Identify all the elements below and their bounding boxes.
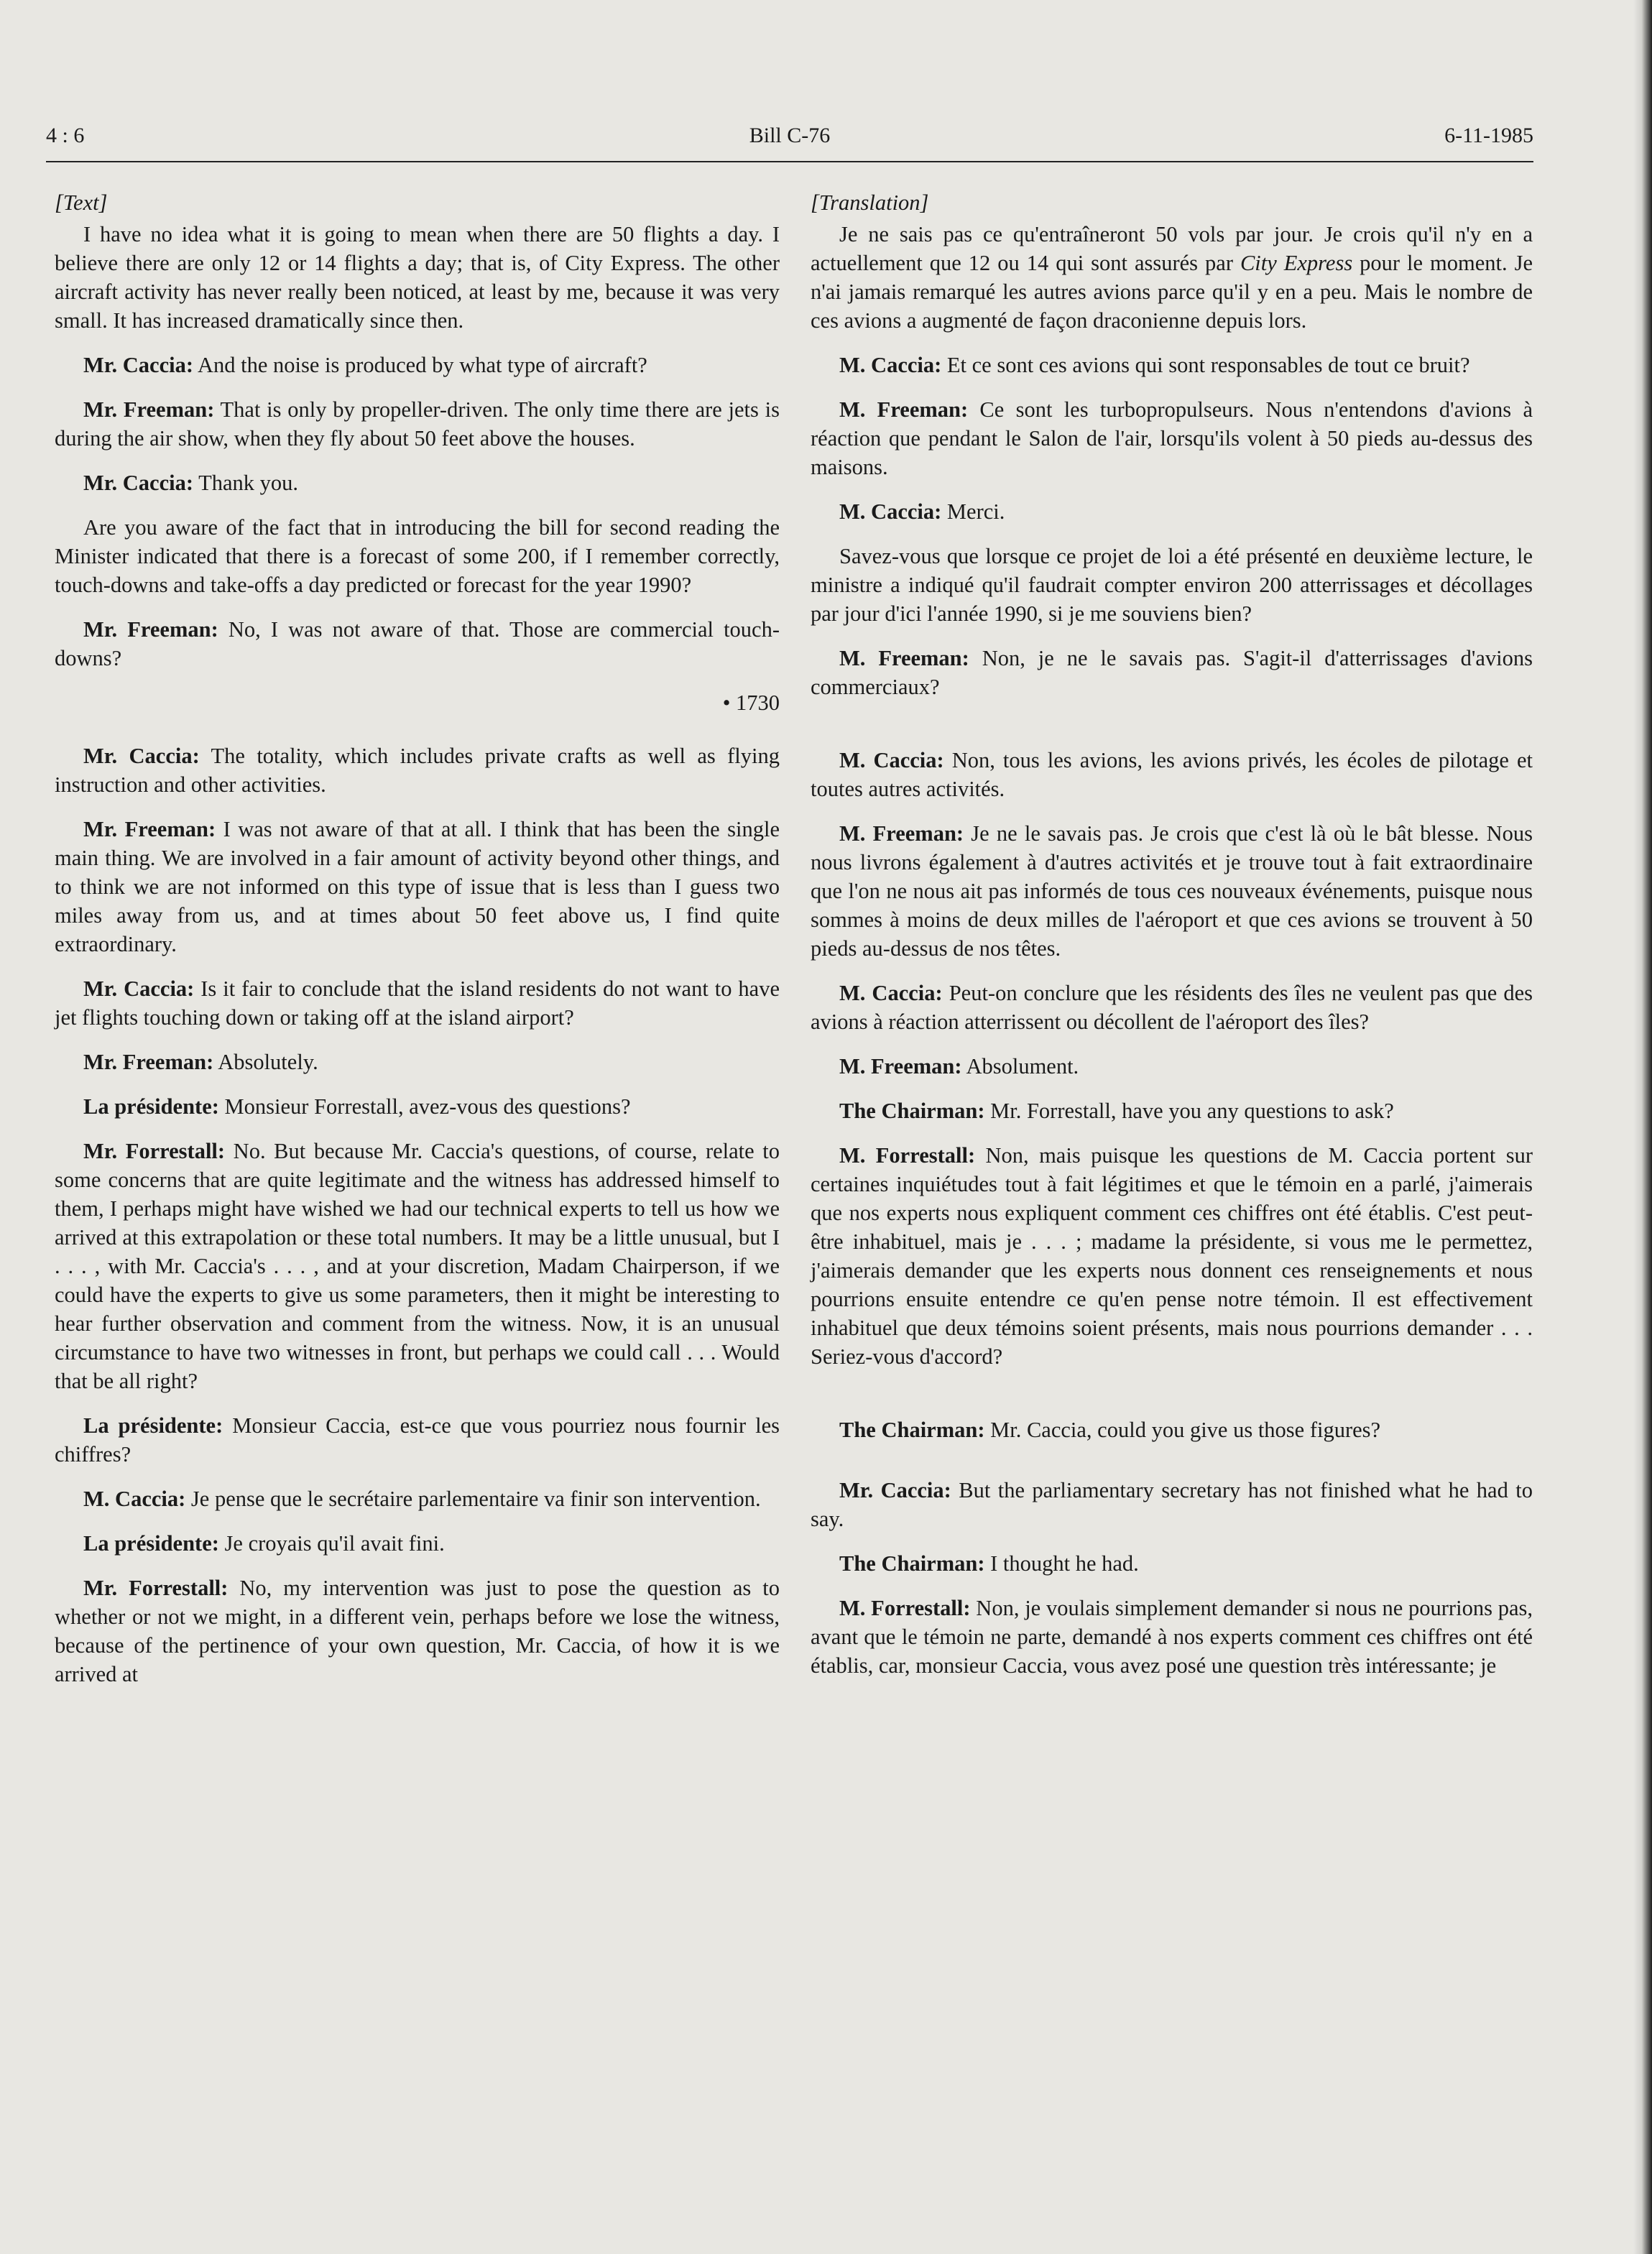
paragraph [811,1476,1533,1533]
paragraph [811,497,1533,526]
paragraph [55,395,780,453]
speaker-name: M. Caccia: [839,981,943,1005]
speech-text: Thank you. [193,471,299,495]
speech-text: Merci. [941,499,1005,524]
speech-text: Non, je ne le savais pas. S'agit-il d'atterrissages d'avions commerciaux? [811,646,1533,699]
paragraph [55,468,780,497]
paragraph [811,1141,1533,1371]
header-date: 6-11-1985 [1444,124,1533,147]
speech-text: Je ne sais pas ce qu'entraîneront 50 vols par jour. Je crois qu'il n'y en a actuellement que 12 ou 14 qui sont assurés par City Express pour le moment. Je n'ai jamais remarqué les autres avions parce qu'il y en a peu. Mais le nombre de ces avions a augmenté de façon draconienne depuis lors. [811,222,1533,333]
speaker-name: Mr. Caccia: [83,744,200,768]
paragraph [55,351,780,379]
paragraph [811,746,1533,803]
speaker-name: The Chairman: [839,1418,985,1442]
paragraph [55,1574,780,1689]
paragraph [55,974,780,1032]
speech-text: I thought he had. [984,1551,1139,1576]
header-rule [46,161,1533,162]
paragraph [55,220,780,335]
paragraph [811,819,1533,963]
speaker-name: M. Caccia: [839,499,942,524]
speaker-name: La présidente: [83,1531,219,1556]
paragraph [811,644,1533,701]
speech-text: Je pense que le secrétaire parlementaire va finir son intervention. [185,1487,761,1511]
paragraph [55,1137,780,1395]
speaker-name: M. Forrestall: [839,1596,971,1620]
paragraph [55,1484,780,1513]
speech-text: The totality, which includes private crafts as well as flying instruction and other activities. [55,744,780,797]
speaker-name: Mr. Freeman: [83,1050,214,1074]
paragraph [811,1052,1533,1081]
speaker-name: M. Freeman: [839,397,969,422]
paragraph [811,351,1533,379]
paragraph [55,1411,780,1469]
paragraph [55,742,780,799]
time-mark: • 1730 [722,690,780,715]
speaker-name: La présidente: [83,1413,223,1438]
speaker-name: M. Caccia: [839,353,942,377]
speaker-name: M. Freeman: [839,1054,962,1078]
speech-text: But the parliamentary secretary has not finished what he had to say. [811,1478,1533,1531]
speech-text: No, I was not aware of that. Those are commercial touch-downs? [55,617,780,670]
paragraph [811,1415,1533,1444]
speaker-name: Mr. Caccia: [83,976,195,1001]
speech-text: I was not aware of that at all. I think that has been the single main thing. We are involved in a fair amount of activity beyond other things, and to think we are not informed on this type of issue that is less than I guess two miles away from us, and at times about 50 feet above us, I find quite extraordinary. [55,817,780,956]
paragraph [55,1529,780,1558]
speech-text: Savez-vous que lorsque ce projet de loi a été présenté en deuxième lecture, le ministre a indiqué qu'il faudrait compter environ 200 atterrissages et décollages par jour d'ici l'année 1990, si je me souviens bien? [811,544,1533,626]
paragraph [55,1048,780,1076]
speech-text: Monsieur Forrestall, avez-vous des questions? [218,1094,631,1119]
binding-shadow [1633,0,1652,2254]
speaker-name: M. Caccia: [839,748,944,772]
speaker-name: Mr. Forrestall: [83,1139,226,1163]
page-number: 4 : 6 [46,124,85,147]
speech-text: Are you aware of the fact that in introducing the bill for second reading the Minister indicated that there is a forecast of some 200, if I remember correctly, touch-downs and take-offs a day predicted or forecast for the year 1990? [55,515,780,597]
section-tag: [Text] [55,190,108,215]
paragraph [55,513,780,599]
speaker-name: M. Forrestall: [839,1143,976,1168]
speech-text: Je croyais qu'il avait fini. [218,1531,445,1556]
speaker-name: Mr. Freeman: [83,617,218,642]
paragraph [811,542,1533,628]
right-column [811,188,1533,1696]
section-tag: [Translation] [811,190,929,215]
speech-text: Mr. Forrestall, have you any questions to ask? [984,1099,1394,1123]
speech-text: Ce sont les turbopropulseurs. Nous n'entendons d'avions à réaction que pendant le Salon de l'air, lorsqu'ils volent à 50 pieds au-dessus des maisons. [811,397,1533,479]
speech-text: Et ce sont ces avions qui sont responsables de tout ce bruit? [941,353,1470,377]
bill-title: Bill C-76 [749,124,831,147]
speech-text: Is it fair to conclude that the island residents do not want to have jet flights touching down or taking off at the island airport? [55,976,780,1030]
speech-text: I have no idea what it is going to mean when there are 50 flights a day. I believe there are only 12 or 14 flights a day; that is, of City Express. The other aircraft activity has never really been noticed, at least by me, because it was very small. It has increased dramatically since then. [55,222,780,333]
speaker-name: The Chairman: [839,1551,985,1576]
running-header [46,124,1533,160]
speaker-name: Mr. Caccia: [839,1478,951,1502]
paragraph [811,979,1533,1036]
speech-text: And the noise is produced by what type of aircraft? [193,353,647,377]
speaker-name: M. Freeman: [839,646,969,670]
speech-text: Mr. Caccia, could you give us those figures? [984,1418,1381,1442]
paragraph [811,220,1533,335]
left-column [55,188,780,1704]
speaker-name: La présidente: [83,1094,219,1119]
speaker-name: Mr. Caccia: [83,353,194,377]
paragraph [811,1594,1533,1680]
speech-text: Absolutely. [213,1050,318,1074]
speech-text: No. But because Mr. Caccia's questions, of course, relate to some concerns that are quite legitimate and the witness has addressed himself to them, I perhaps might have wished we had our technical experts to tell us how we arrived at this extrapolation or these total numbers. It may be a little unusual, but I . . . , with Mr. Caccia's . . . , and at your discretion, Madam Chairperson, if we could have the experts to give us some parameters, then it might be interesting to hear further observation and comment from the witness. Now, it is an unusual circumstance to have two witnesses in front, but perhaps we could call . . . Would that be all right? [55,1139,780,1393]
speaker-name: The Chairman: [839,1099,985,1123]
paragraph [811,1549,1533,1578]
speech-text: Monsieur Caccia, est-ce que vous pourriez nous fournir les chiffres? [55,1413,780,1467]
speech-text: Non, je voulais simplement demander si nous ne pourrions pas, avant que le témoin ne parte, demandé à nos experts comment ces chiffres ont été établis, car, monsieur Caccia, vous avez posé une question très intéressante; je [811,1596,1533,1678]
speaker-name: Mr. Freeman: [83,817,216,841]
paragraph [55,1092,780,1121]
paragraph [811,395,1533,481]
speaker-name: Mr. Forrestall: [83,1576,229,1600]
speech-text: No, my intervention was just to pose the question as to whether or not we might, in a different vein, perhaps before we lose the witness, because of the pertinence of your own question, Mr. Caccia, of how it is we arrived at [55,1576,780,1686]
speech-text: Absolument. [961,1054,1079,1078]
speech-text: That is only by propeller-driven. The only time there are jets is during the air show, when they fly about 50 feet above the houses. [55,397,780,451]
speech-text: Non, mais puisque les questions de M. Caccia portent sur certaines inquiétudes tout à fait légitimes et que le témoin en a parlé, j'aimerais que nos experts nous expliquent comment ces chiffres ont été établis. C'est peut-être inhabituel, mais je . . . ; madame la présidente, si vous me le permettez, j'aimerais demander que les experts nous donnent ces renseignements et nous pourrions ensuite entendre ce qu'en pense notre témoin. Il est effectivement inhabituel que deux témoins soient présents, mais nous pourrions demander . . . Seriez-vous d'accord? [811,1143,1533,1369]
paragraph [55,815,780,959]
speaker-name: Mr. Caccia: [83,471,194,495]
speaker-name: M. Caccia: [83,1487,186,1511]
speech-text: Non, tous les avions, les avions privés, les écoles de pilotage et toutes autres activités. [811,748,1533,801]
paragraph [55,615,780,673]
speech-text: Peut-on conclure que les résidents des îles ne veulent pas que des avions à réaction atterrissent ou décollent de l'aéroport des îles? [811,981,1533,1034]
speech-text: Je ne le savais pas. Je crois que c'est là où le bât blesse. Nous nous livrons également à d'autres activités et je trouve tout à fait extraordinaire que l'on ne nous ait pas informés de tous ces nouveaux événements, puisque nous sommes à moins de deux milles de l'aéroport et que ces avions se trouvent à 50 pieds au-dessus de nos têtes. [811,821,1533,961]
speaker-name: M. Freeman: [839,821,964,846]
speaker-name: Mr. Freeman: [83,397,215,422]
paragraph [811,1096,1533,1125]
